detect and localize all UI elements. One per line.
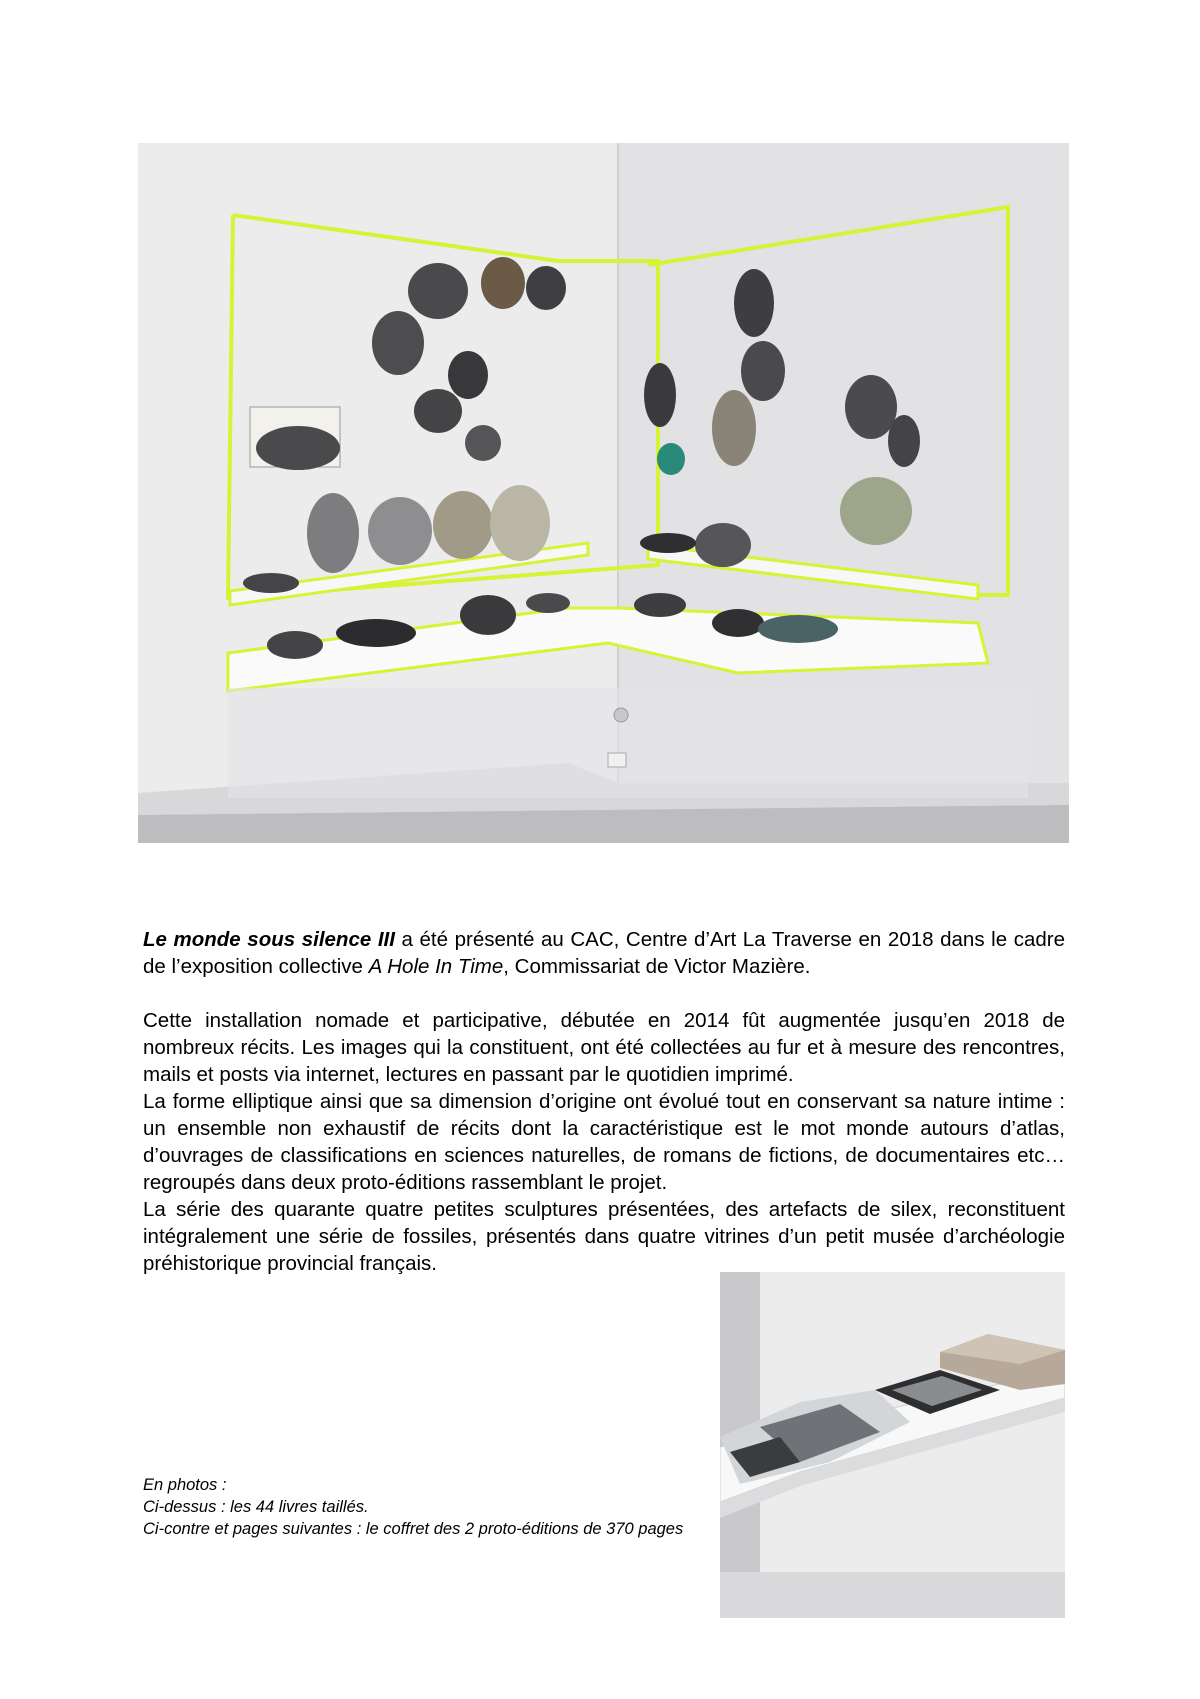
installation-photo xyxy=(138,143,1069,843)
photo-caption xyxy=(143,1474,703,1540)
exhibition-title: A Hole In Time xyxy=(368,955,504,978)
shelf-photo xyxy=(720,1272,1065,1618)
intro-paragraph xyxy=(143,926,1065,980)
paragraph-3: La série des quarante quatre petites sculptures présentées, des artefacts de silex, reconstituent intégralement une série de fossiles, présentés dans quatre vitrines d’un petit musée d’archéologie préhistorique provincial français. xyxy=(143,1198,1065,1275)
body-text xyxy=(143,926,1065,1277)
paragraph-2: La forme elliptique ainsi que sa dimension d’origine ont évolué tout en conservant sa nature intime : un ensemble non exhaustif de récits dont la caractéristique est le mot monde autours d’atlas, d’ouvrages de classifications en sciences naturelles, de romans de fictions, de documentaires etc… regroupés dans deux proto-éditions rassemblant le projet. xyxy=(143,1090,1065,1194)
work-title: Le monde sous silence III xyxy=(143,928,395,951)
intro-text-2: , Commissariat de Victor Mazière. xyxy=(503,955,811,978)
paragraph-1: Cette installation nomade et participative, débutée en 2014 fût augmentée jusqu’en 2018 de nombreux récits. Les images qui la constituent, ont été collectées au fur et à mesure des rencontres, mails et posts via internet, lectures en passant par le quotidien imprimé. xyxy=(143,1009,1065,1086)
installation-illustration xyxy=(138,143,1069,843)
caption-line-1: En photos : xyxy=(143,1476,227,1494)
caption-line-3: Ci-contre et pages suivantes : le coffret des 2 proto-éditions de 370 pages xyxy=(143,1520,684,1538)
shelf-illustration xyxy=(720,1272,1065,1618)
caption-line-2: Ci-dessus : les 44 livres taillés. xyxy=(143,1498,369,1516)
intro-text-1: a été présenté au CAC, Centre d’Art La Traverse en 2018 dans le cadre de l’exposition collective xyxy=(143,928,1065,978)
